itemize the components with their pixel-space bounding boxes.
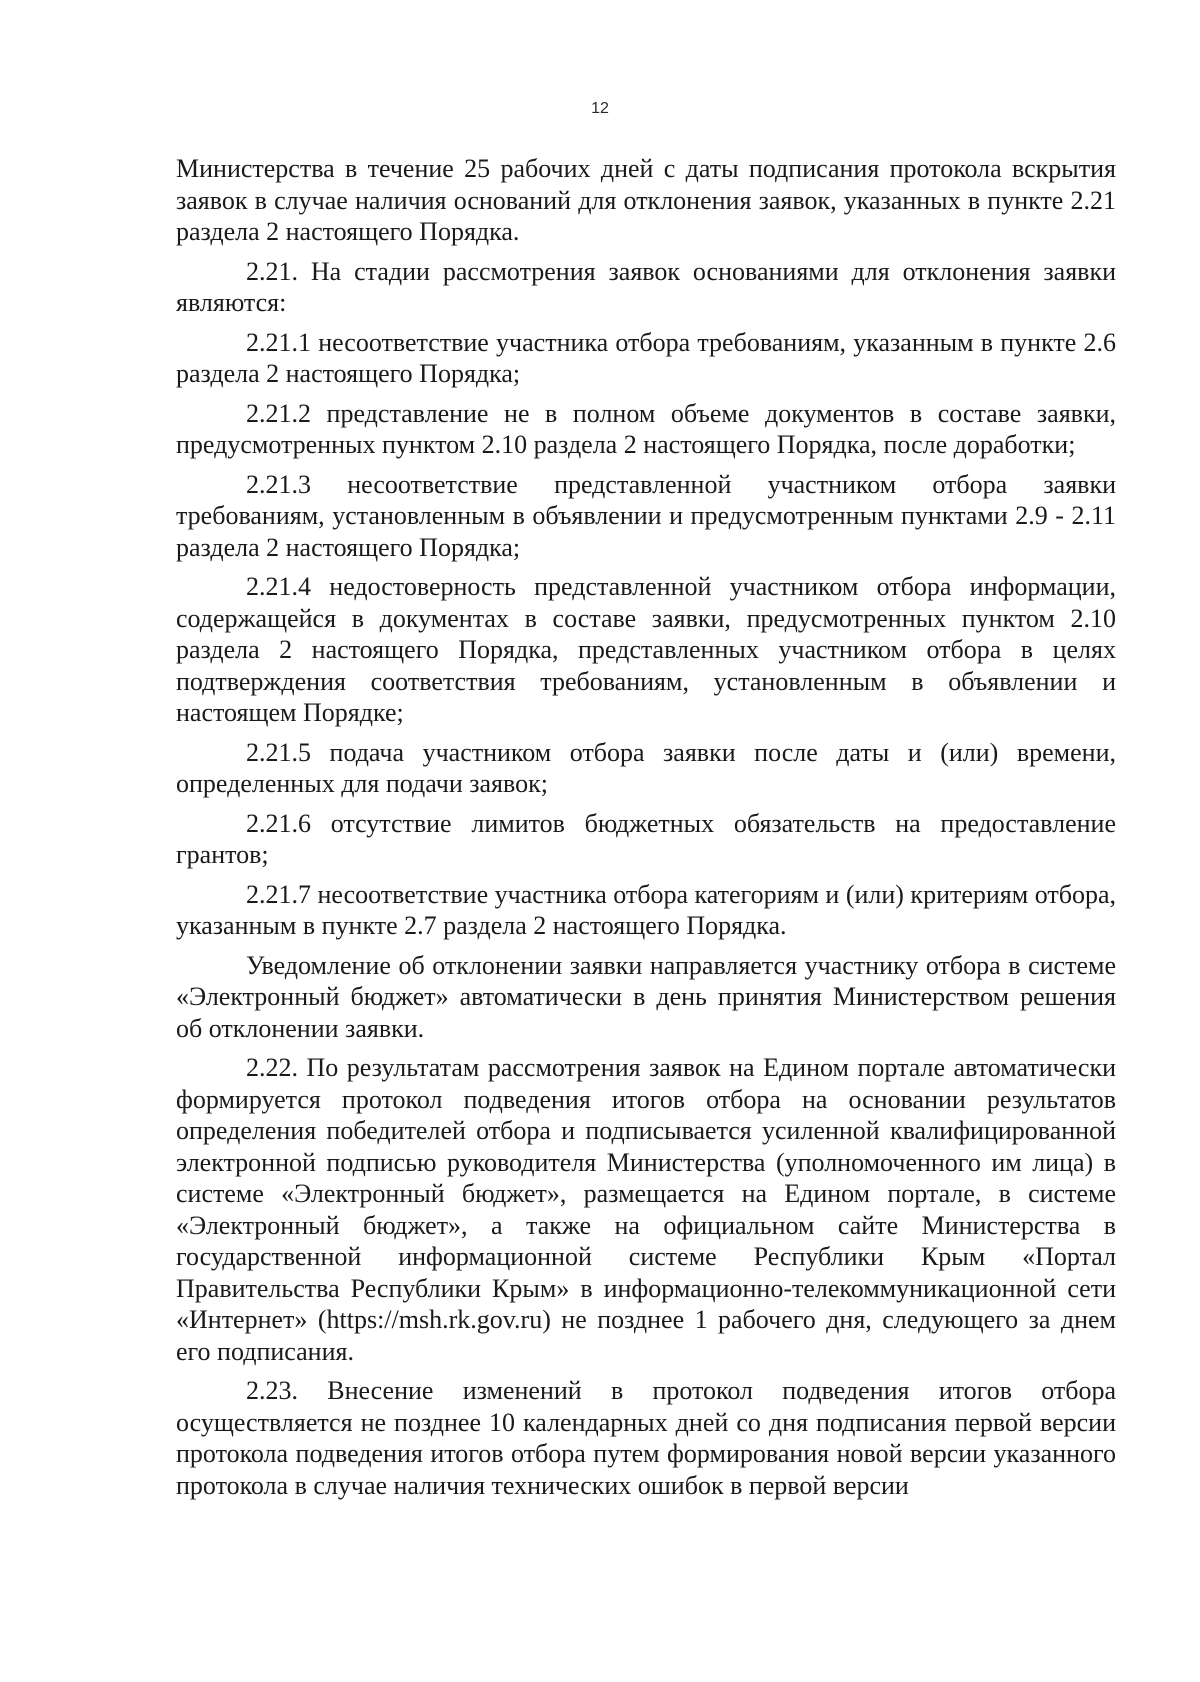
paragraph-2-21-2: 2.21.2 представление не в полном объеме документов в составе заявки, предусмотренных пунктом 2.10 раздела 2 настоящего Порядка, после доработки;: [176, 398, 1116, 459]
document-body: [176, 153, 1116, 1509]
paragraph-2-21-5: 2.21.5 подача участником отбора заявки после даты и (или) времени, определенных для подачи заявок;: [176, 737, 1116, 798]
paragraph-2-21-6: 2.21.6 отсутствие лимитов бюджетных обязательств на предоставление грантов;: [176, 808, 1116, 869]
paragraph-continuation: Министерства в течение 25 рабочих дней с даты подписания протокола вскрытия заявок в случае наличия оснований для отклонения заявок, указанных в пункте 2.21 раздела 2 настоящего Порядка.: [176, 154, 1116, 246]
paragraph-2-22: 2.22. По результатам рассмотрения заявок на Едином портале автоматически формируется протокол подведения итогов отбора на основании результатов определения победителей отбора и подписывается усиленной квалифицированной электронной подписью руководителя Министерства (уполномоченного им лица) в системе «Электронный бюджет», размещается на Едином портале, в системе «Электронный бюджет», а также на официальном сайте Министерства в государственной информационной системе Республики Крым «Портал Правительства Республики Крым» в информационно-телекоммуникационной сети «Интернет» (https://msh.rk.gov.ru) не позднее 1 рабочего дня, следующего за днем его подписания.: [176, 1053, 1116, 1366]
paragraph-2-21-4: 2.21.4 недостоверность представленной участником отбора информации, содержащейся в документах в составе заявки, предусмотренных пунктом 2.10 раздела 2 настоящего Порядка, представленных участником отбора в целях подтверждения соответствия требованиям, установленным в объявлении и настоящем Порядке;: [176, 572, 1116, 727]
paragraph-2-21-1: 2.21.1 несоответствие участника отбора требованиям, указанным в пункте 2.6 раздела 2 настоящего Порядка;: [176, 327, 1116, 388]
paragraph-2-21: 2.21. На стадии рассмотрения заявок основаниями для отклонения заявки являются:: [176, 256, 1116, 317]
page-number: 12: [591, 100, 609, 117]
paragraph-2-21-3: 2.21.3 несоответствие представленной участником отбора заявки требованиям, установленным в объявлении и предусмотренным пунктами 2.9 - 2.11 раздела 2 настоящего Порядка;: [176, 469, 1116, 562]
paragraph-2-21-7: 2.21.7 несоответствие участника отбора категориям и (или) критериям отбора, указанным в пункте 2.7 раздела 2 настоящего Порядка.: [176, 879, 1116, 940]
paragraph-2-23: 2.23. Внесение изменений в протокол подведения итогов отбора осуществляется не позднее 10 календарных дней со дня подписания первой версии протокола подведения итогов отбора путем формирования новой версии указанного протокола в случае наличия технических ошибок в первой версии: [176, 1376, 1116, 1500]
paragraph-notification: Уведомление об отклонении заявки направляется участнику отбора в системе «Электронный бюджет» автоматически в день принятия Министерством решения об отклонении заявки.: [176, 950, 1116, 1043]
